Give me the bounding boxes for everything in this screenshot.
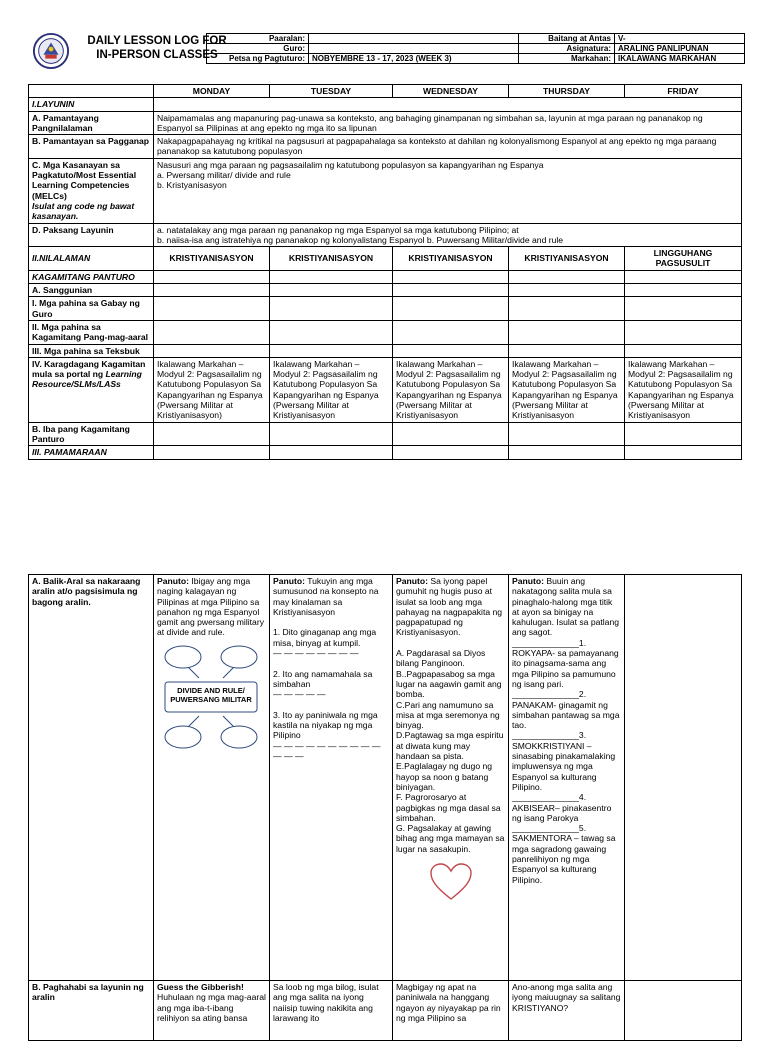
karagdagang-monday: Ikalawang Markahan – Modyul 2: Pagsasailalim ng Katutubong Populasyon Sa Kapangyarihan ng Espanya (Pwersang Militar at Kristiyanisasyon) <box>154 357 270 422</box>
asignatura-value: ARALING PANLIPUNAN <box>615 44 745 54</box>
empty-cell <box>509 297 625 321</box>
baitang-value: V- <box>615 34 745 44</box>
balik-aral-wednesday <box>393 575 509 981</box>
days-header-row <box>29 85 742 98</box>
empty-cell <box>154 270 270 283</box>
meta-right-table <box>518 33 745 64</box>
petsa-value: NOBYEMBRE 13 - 17, 2023 (WEEK 3) <box>309 54 519 64</box>
empty-cell <box>393 344 509 357</box>
sanggunian-row <box>29 284 742 297</box>
corner-cell <box>29 85 154 98</box>
iba-pang-kagamitan-label: B. Iba pang Kagamitang Panturo <box>29 422 154 446</box>
empty-cell <box>393 297 509 321</box>
day-thursday: THURSDAY <box>509 85 625 98</box>
empty-cell <box>509 446 625 459</box>
sanggunian-label: A. Sanggunian <box>29 284 154 297</box>
day-friday: FRIDAY <box>625 85 742 98</box>
karagdagang-kagamitan-label-em: Learning Resource/SLMs/LASs <box>32 369 142 390</box>
nilalaman-heading: II.NILALAMAN <box>29 247 154 271</box>
markahan-label: Markahan: <box>519 54 615 64</box>
nilalaman-friday: LINGGUHANG PAGSUSULIT <box>625 247 742 271</box>
empty-cell <box>393 320 509 344</box>
heart-container <box>396 862 505 904</box>
paghahabi-monday-title: Guess the Gibberish! <box>157 982 244 992</box>
title-line-1: DAILY LESSON LOG FOR <box>87 35 227 47</box>
paghahabi-label: B. Paghahabi sa layunin ng aralin <box>29 981 154 1041</box>
empty-cell <box>270 270 393 283</box>
empty-cell <box>393 446 509 459</box>
meta-left-table <box>206 33 519 64</box>
empty-cell <box>270 344 393 357</box>
paghahabi-thursday: Ano-anong mga salita ang iyong maiuugnay sa salitang KRISTIYANO? <box>509 981 625 1041</box>
pamantayang-pangnilalaman-row <box>29 111 742 135</box>
pamantayang-pangnilalaman-label: A. Pamantayang Pangnilalaman <box>29 111 154 135</box>
empty-cell <box>393 270 509 283</box>
panuto-label: Panuto: <box>512 576 544 586</box>
iba-pang-kagamitan-row <box>29 422 742 446</box>
empty-cell <box>509 422 625 446</box>
pamantayan-sa-pagganap-label: B. Pamantayan sa Pagganap <box>29 135 154 159</box>
empty-cell <box>625 297 742 321</box>
melc-text: Nasusuri ang mga paraan ng pagsasailalim ng katutubong populasyon sa kapangyarihan ng Espanya a. Pwersang militar/ divide and rule b. Kristyanisasyon <box>154 158 742 223</box>
pamamaraan-table <box>28 574 742 1041</box>
empty-cell <box>154 297 270 321</box>
empty-cell <box>509 270 625 283</box>
paksang-layunin-row <box>29 223 742 247</box>
melc-note: Isulat ang code ng bawat kasanayan. <box>32 200 135 222</box>
nilalaman-thursday: KRISTIYANISASYON <box>509 247 625 271</box>
balik-aral-monday <box>154 575 270 981</box>
karagdagang-kagamitan-label-text: IV. Karagdagang Kagamitan mula sa portal ng <box>32 358 146 380</box>
paaralan-label: Paaralan: <box>207 34 309 44</box>
karagdagang-wednesday: Ikalawang Markahan – Modyul 2: Pagsasailalim ng Katutubong Populasyon Sa Kapangyarihan ng Espanya (Pwersang Militar at Kristiyanisasyon <box>393 357 509 422</box>
pamamaraan-heading-row <box>29 446 742 459</box>
deped-seal-icon <box>32 32 70 70</box>
layunin-heading: I.LAYUNIN <box>29 98 154 111</box>
empty-cell <box>154 284 270 297</box>
empty-cell <box>509 284 625 297</box>
paksang-layunin-text: a. natatalakay ang mga paraan ng pananakop ng mga Espanyol sa mga katutubong Pilipino; at b. naiisa-isa ang istratehiya ng pananakop ng kolonyalistang Espanyol b. Puwersang Militar/divide and rule <box>154 223 742 247</box>
gabay-guro-label: I. Mga pahina sa Gabay ng Guro <box>29 297 154 321</box>
balik-aral-tuesday-text: Tukuyin ang mga sumusunod na konsepto na may kinalaman sa Kristiyanisasyon 1. Dito ginaganap ang mga misa, binyag at kumpil. — — — — — — — — 2. Ito ang namamahala sa simbahan — — — — — 3. Ito ay paniniwala ng mga kastila na niyakap ng mga Pilipino — — — — — — — — — — — — — <box>273 576 381 762</box>
guro-label: Guro: <box>207 44 309 54</box>
balik-aral-wednesday-text: Sa iyong papel gumuhit ng hugis puso at isulat sa loob ang mga pahayag na nagpapakita ng pagpapatupad ng Kristiyanisasyon. A. Pagdarasal sa Diyos bilang Panginoon. B..Pagpapasabog sa mga lugar na aagawin gamit ang bomba. C.Pari ang namumuno sa misa at mga seremonya ng binyag. D.Pagtawag sa mga espiritu at diwata kung may handaan sa pista. E.Paglalagay ng dugo ng hayop sa noon g batang biniyagan. F. Pagrorosaryo at pagbigkas ng mga dasal sa simbahan. G. Pagsalakay at gawing bihag ang mga mamayan sa lugar na sasakupin. <box>396 576 505 854</box>
empty-cell <box>509 320 625 344</box>
petsa-label: Petsa ng Pagtuturo: <box>207 54 309 64</box>
paghahabi-monday-text: Huhulaan ng mga mag-aaral ang mga iba-t-ibang relihiyon sa ating bansa <box>157 992 266 1023</box>
melc-label: C. Mga Kasanayan sa Pagkatuto/Most Essential Learning Competencies (MELCs) <box>32 159 137 201</box>
empty-cell <box>393 422 509 446</box>
karagdagang-kagamitan-row <box>29 357 742 422</box>
nilalaman-row <box>29 247 742 271</box>
guro-value <box>309 44 519 54</box>
layunin-heading-filler <box>154 98 742 111</box>
empty-cell <box>270 446 393 459</box>
gabay-guro-row <box>29 297 742 321</box>
pamamaraan-heading: III. PAMAMARAAN <box>29 446 154 459</box>
melc-row <box>29 158 742 223</box>
heart-icon <box>429 862 473 902</box>
karagdagang-tuesday: Ikalawang Markahan – Modyul 2: Pagsasailalim ng Katutubong Populasyon Sa Kapangyarihan ng Espanya (Pwersang Militar at Kristiyanisasyon <box>270 357 393 422</box>
empty-cell <box>270 284 393 297</box>
nilalaman-monday: KRISTIYANISASYON <box>154 247 270 271</box>
kagamitang-mag-aaral-row <box>29 320 742 344</box>
nilalaman-tuesday: KRISTIYANISASYON <box>270 247 393 271</box>
empty-cell <box>154 320 270 344</box>
karagdagang-kagamitan-label <box>29 357 154 422</box>
paghahabi-monday <box>154 981 270 1041</box>
layunin-heading-row <box>29 98 742 111</box>
pamantayan-sa-pagganap-row <box>29 135 742 159</box>
empty-cell <box>509 344 625 357</box>
paksang-layunin-label: D. Paksang Layunin <box>29 223 154 247</box>
title-line-2: IN-PERSON CLASSES <box>96 49 218 61</box>
balik-aral-monday-text: Ibigay ang mga naging kalagayan ng Pilipinas at mga Pilipino sa panahon ng mga Espanyol gamit ang pwersang military at divide and rule. <box>157 576 264 638</box>
nilalaman-wednesday: KRISTIYANISASYON <box>393 247 509 271</box>
empty-cell <box>625 446 742 459</box>
day-tuesday: TUESDAY <box>270 85 393 98</box>
concept-map <box>157 642 265 752</box>
markahan-value: IKALAWANG MARKAHAN <box>615 54 745 64</box>
empty-cell <box>154 422 270 446</box>
panuto-label: Panuto: <box>273 576 305 586</box>
paghahabi-wednesday: Magbigay ng apat na paniniwala na hanggang ngayon ay niyayakap pa rin ng mga Pilipino sa <box>393 981 509 1041</box>
melc-label-cell <box>29 158 154 223</box>
kagamitang-mag-aaral-label: II. Mga pahina sa Kagamitang Pang-mag-aaral <box>29 320 154 344</box>
empty-cell <box>154 446 270 459</box>
paghahabi-friday <box>625 981 742 1041</box>
empty-cell <box>270 422 393 446</box>
empty-cell <box>625 270 742 283</box>
pamantayang-pangnilalaman-text: Naipamamalas ang mapanuring pag-unawa sa konteksto, ang bahaging ginampanan ng simbahan sa, layunin at mga paraan ng pananakop ng Espanyol sa Pilipinas at ang epekto ng mga ito sa lipunan <box>154 111 742 135</box>
balik-aral-thursday-text: Buuin ang nakatagong salita mula sa pinaghalo-halong mga titik at ayon sa binigay na kahulugan. Isulat sa patlang ang sagot. ______________1. ROKYAPA- sa pamayanang ito pinagsama-sama ang mga Pilipino sa pamumuno ng isang pari. ______________2. PANAKAM- ginagamit ng simbahan pantawag sa mga tao. ______________3. SMOKKRISTIYANI – sinasabing pinakamalaking impluwensya ng mga Espanyol sa kulturang Pilipino. ______________4. AKBISEAR– pinakasentro ng isang Parokya ______________5. SAKMENTORA – tawag sa mga sagradong gawaing panrelihiyon ng mga Espanyol sa kulturang Pilipino. <box>512 576 620 885</box>
balik-aral-friday <box>625 575 742 981</box>
empty-cell <box>625 320 742 344</box>
paghahabi-tuesday: Sa loob ng mga bilog, isulat ang mga salita na iyong naiisip tuwing nakikita ang larawang ito <box>270 981 393 1041</box>
empty-cell <box>625 422 742 446</box>
day-monday: MONDAY <box>154 85 270 98</box>
empty-cell <box>393 284 509 297</box>
balik-aral-tuesday <box>270 575 393 981</box>
panuto-label: Panuto: <box>396 576 428 586</box>
empty-cell <box>270 320 393 344</box>
balik-aral-thursday <box>509 575 625 981</box>
balik-aral-label: A. Balik-Aral sa nakaraang aralin at/o pagsisimula ng bagong aralin. <box>29 575 154 981</box>
empty-cell <box>625 284 742 297</box>
paghahabi-row <box>29 981 742 1041</box>
pamantayan-sa-pagganap-text: Nakapagpapahayag ng kritikal na pagsusuri at pagpapahalaga sa konteksto at dahilan ng kolonyalismong Espanyol at ang epekto ng mga paraang pananakop sa katutubong populasyon <box>154 135 742 159</box>
panuto-label: Panuto: <box>157 576 189 586</box>
lesson-log-table <box>28 84 742 460</box>
kagamitan-heading: KAGAMITANG PANTURO <box>29 270 154 283</box>
teksbuk-row <box>29 344 742 357</box>
karagdagang-friday: Ikalawang Markahan – Modyul 2: Pagsasailalim ng Katutubong Populasyon Sa Kapangyarihan ng Espanya (Pwersang Militar at Kristiyanisasyon <box>625 357 742 422</box>
baitang-label: Baitang at Antas <box>519 34 615 44</box>
empty-cell <box>270 297 393 321</box>
teksbuk-label: III. Mga pahina sa Teksbuk <box>29 344 154 357</box>
balik-aral-row <box>29 575 742 981</box>
document-header <box>28 30 748 72</box>
asignatura-label: Asignatura: <box>519 44 615 54</box>
empty-cell <box>154 344 270 357</box>
concept-map-label: DIVIDE AND RULE/ PUWERSANG MILITAR <box>170 685 252 704</box>
empty-cell <box>625 344 742 357</box>
karagdagang-thursday: Ikalawang Markahan – Modyul 2: Pagsasailalim ng Katutubong Populasyon Sa Kapangyarihan ng Espanya (Pwersang Militar at Kristiyanisasyon <box>509 357 625 422</box>
kagamitan-heading-row <box>29 270 742 283</box>
day-wednesday: WEDNESDAY <box>393 85 509 98</box>
paaralan-value <box>309 34 519 44</box>
